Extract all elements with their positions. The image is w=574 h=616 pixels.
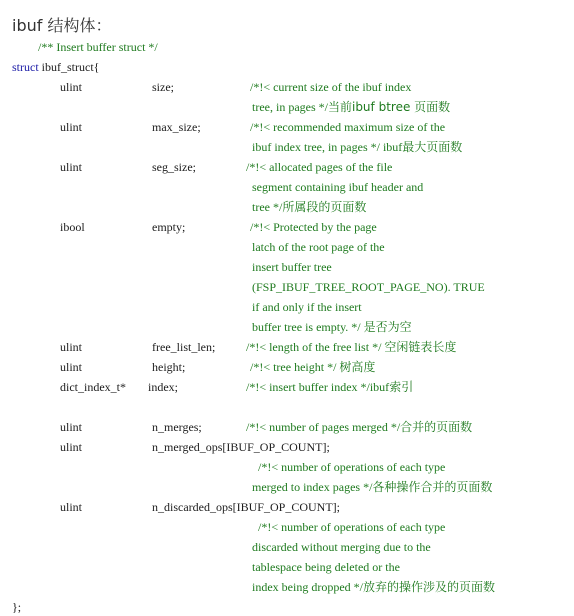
field-comment-line: tree, in pages */当前ibuf btree 页面数 <box>252 100 451 114</box>
field-comment-line: /*!< current size of the ibuf index <box>250 80 412 94</box>
field-comment-line: merged to index pages */各种操作合并的页面数 <box>252 480 493 494</box>
field-comment-line: /*!< number of operations of each type <box>258 520 446 534</box>
struct-closing-brace: }; <box>12 600 22 614</box>
field-comment-line: index being dropped */放弃的操作涉及的页面数 <box>252 580 495 594</box>
field-type: ulint <box>60 360 83 374</box>
field-name: index; <box>148 380 178 394</box>
field-comment-line: /*!< number of operations of each type <box>258 460 446 474</box>
field-name: seg_size; <box>152 160 196 174</box>
field-type: ulint <box>60 500 83 514</box>
field-comment-line: /*!< Protected by the page <box>250 220 377 234</box>
struct-doc-comment: /** Insert buffer struct */ <box>38 40 158 54</box>
field-comment-line: /*!< length of the free list */ 空闲链表长度 <box>246 340 457 354</box>
field-type: ulint <box>60 80 83 94</box>
field-comment-line: if and only if the insert <box>252 300 362 314</box>
struct-keyword: struct <box>12 60 39 74</box>
field-name: size; <box>152 80 174 94</box>
field-type: ibool <box>60 220 85 234</box>
field-comment-line: tree */所属段的页面数 <box>252 200 367 214</box>
field-name: n_discarded_ops[IBUF_OP_COUNT]; <box>152 500 340 514</box>
field-type: ulint <box>60 440 83 454</box>
section-heading: ibuf 结构体： <box>12 16 112 35</box>
field-type: ulint <box>60 120 83 134</box>
field-name: n_merges; <box>152 420 202 434</box>
field-comment-line: /*!< number of pages merged */合并的页面数 <box>246 420 473 434</box>
struct-name: ibuf_struct{ <box>38 60 100 74</box>
field-type: dict_index_t* <box>60 380 126 394</box>
field-type: ulint <box>60 420 83 434</box>
field-name: empty; <box>152 220 186 234</box>
field-comment-line: /*!< recommended maximum size of the <box>250 120 446 134</box>
field-name: height; <box>152 360 186 374</box>
field-comment-line: segment containing ibuf header and <box>252 180 424 194</box>
field-comment-line: discarded without merging due to the <box>252 540 431 554</box>
field-name: max_size; <box>152 120 201 134</box>
field-type: ulint <box>60 340 83 354</box>
field-comment-line: latch of the root page of the <box>252 240 385 254</box>
field-name: n_merged_ops[IBUF_OP_COUNT]; <box>152 440 330 454</box>
field-type: ulint <box>60 160 83 174</box>
field-comment-line: (FSP_IBUF_TREE_ROOT_PAGE_NO). TRUE <box>252 280 485 294</box>
field-comment-line: buffer tree is empty. */ 是否为空 <box>252 320 412 334</box>
field-comment-line: insert buffer tree <box>252 260 332 274</box>
field-name: free_list_len; <box>152 340 216 354</box>
field-comment-line: /*!< insert buffer index */ibuf索引 <box>246 380 414 394</box>
struct-declaration <box>12 60 99 74</box>
field-comment-line: ibuf index tree, in pages */ ibuf最大页面数 <box>252 140 463 154</box>
field-comment-line: tablespace being deleted or the <box>252 560 400 574</box>
field-comment-line: /*!< tree height */ 树高度 <box>250 360 376 374</box>
field-comment-line: /*!< allocated pages of the file <box>246 160 393 174</box>
